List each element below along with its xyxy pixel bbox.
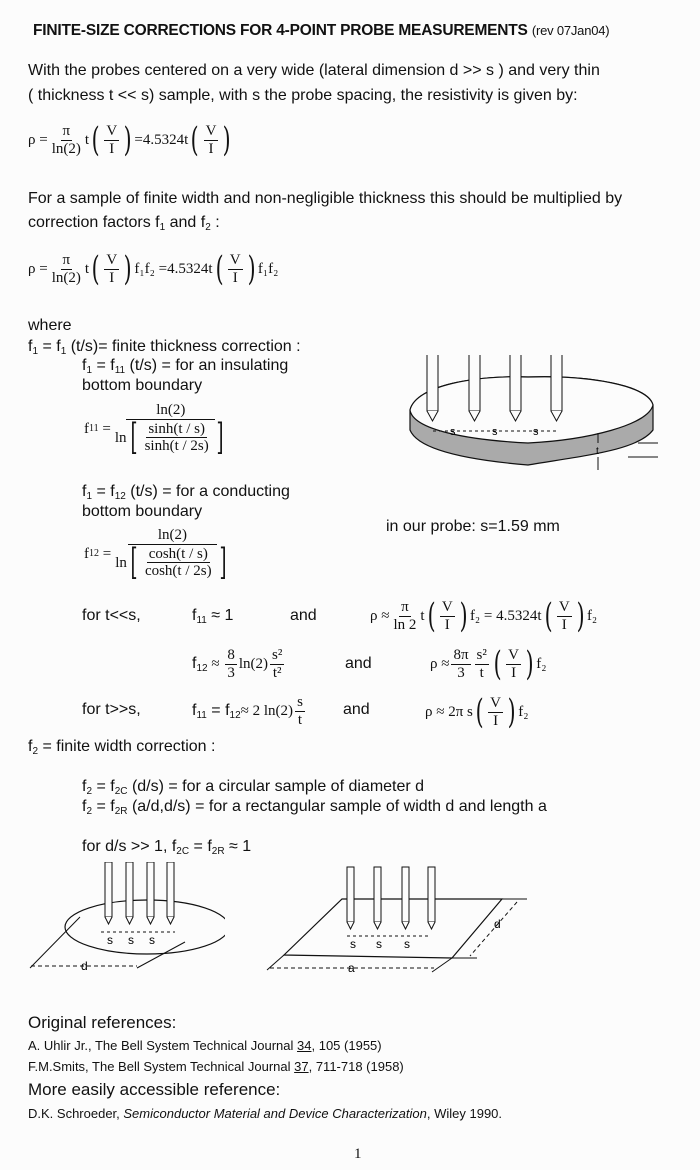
paren-close: ) bbox=[507, 692, 516, 732]
equation-f12: f 12 = ln(2) ln [ $\frac{\cosh(t / s)}{\cosh(t / 2s)}$ ] bbox=[84, 521, 234, 587]
and-label: and bbox=[343, 701, 370, 718]
numerator: π bbox=[62, 123, 71, 139]
t: for d/s >> 1, f bbox=[82, 838, 177, 855]
rho: ρ = bbox=[28, 131, 48, 148]
v-over-i bbox=[204, 123, 219, 157]
spacing-label: s bbox=[107, 933, 113, 947]
sub: 2R bbox=[211, 846, 225, 857]
reference-3 bbox=[28, 1106, 502, 1121]
sub: 1 bbox=[32, 346, 39, 357]
spacing-label: s bbox=[350, 937, 356, 951]
rho: ρ = bbox=[28, 260, 48, 277]
denominator bbox=[113, 416, 229, 458]
where-label: where bbox=[28, 317, 72, 334]
paren-close: ) bbox=[576, 596, 585, 636]
t: (t/s) = for an insulating bbox=[125, 357, 289, 374]
extension-line bbox=[30, 917, 80, 968]
limit-row1-f11 bbox=[192, 607, 233, 625]
denominator: sinh(t / 2s) bbox=[144, 438, 209, 455]
sub: 2 bbox=[86, 806, 93, 817]
v-over-i bbox=[506, 647, 521, 681]
paren-open: ( bbox=[544, 596, 553, 636]
probe-diagram-disc bbox=[398, 355, 658, 495]
spacing-label: s bbox=[492, 426, 498, 438]
approx: ≈ bbox=[240, 702, 249, 719]
numerator: 8π bbox=[453, 647, 469, 663]
t: f bbox=[192, 655, 197, 672]
limit-row1-condition: for t<<s, bbox=[82, 607, 141, 624]
sub: 1 bbox=[60, 346, 67, 357]
numerator: ln(2) bbox=[126, 402, 215, 420]
f2: f₂ bbox=[586, 607, 598, 624]
s-over-t bbox=[295, 694, 305, 728]
numerator: V bbox=[106, 123, 118, 139]
ln: ln bbox=[115, 554, 127, 571]
paren-open: ( bbox=[475, 692, 484, 732]
reference-2 bbox=[28, 1059, 404, 1074]
probe-diagram-rectangular bbox=[262, 862, 532, 977]
approx: ≈ bbox=[211, 655, 220, 672]
limit-row3-rho bbox=[425, 690, 529, 734]
numerator: V bbox=[205, 123, 217, 139]
eq: = bbox=[102, 420, 111, 437]
coefficient: =4.5324t bbox=[158, 260, 213, 277]
paren-close: ) bbox=[223, 120, 232, 160]
numerator: V bbox=[558, 599, 570, 615]
t: (a/d,d/s) = for a rectangular sample of width d and length a bbox=[127, 798, 547, 815]
bracket-open: [ bbox=[130, 416, 138, 458]
t: (t/s) = for a conducting bbox=[125, 483, 290, 500]
circular-sample bbox=[65, 900, 225, 954]
f2: f₂ bbox=[536, 655, 547, 672]
eq: = bbox=[102, 545, 112, 562]
ln: ln bbox=[114, 429, 127, 446]
paren-open: ( bbox=[493, 644, 502, 684]
ln2: ln(2) bbox=[238, 655, 268, 672]
page-number: 1 bbox=[354, 1146, 362, 1162]
t: f bbox=[192, 702, 197, 719]
t: , 711-718 (1958) bbox=[308, 1059, 404, 1074]
probe bbox=[510, 355, 521, 421]
numerator: π bbox=[62, 252, 71, 268]
probe bbox=[551, 355, 562, 421]
f1-definition bbox=[28, 338, 301, 356]
t: f bbox=[192, 607, 197, 624]
sub: 2 bbox=[205, 222, 211, 233]
s2-over-t2 bbox=[270, 647, 284, 681]
reference-1 bbox=[28, 1038, 382, 1053]
sub: 2 bbox=[32, 746, 39, 757]
paren-close: ) bbox=[123, 120, 132, 160]
width-label: d bbox=[494, 917, 501, 931]
numerator: sinh(t / s) bbox=[148, 420, 205, 437]
denominator: I bbox=[109, 140, 115, 157]
title-text: FINITE-SIZE CORRECTIONS FOR 4-POINT PROBE MEASUREMENTS bbox=[33, 22, 528, 39]
denominator: I bbox=[561, 616, 567, 633]
paren-close: ) bbox=[525, 644, 534, 684]
t: = f bbox=[92, 357, 115, 374]
denominator: ln 2 bbox=[393, 616, 417, 633]
f12-definition bbox=[82, 483, 290, 501]
numerator: s² bbox=[271, 647, 283, 663]
revision-label: (rev 07Jan04) bbox=[531, 23, 610, 38]
t: t bbox=[84, 260, 90, 277]
probe bbox=[105, 862, 112, 924]
text: correction factors f bbox=[28, 214, 160, 231]
spacing-label: s bbox=[149, 933, 155, 947]
extension-line bbox=[432, 958, 452, 972]
denominator: ln(2) bbox=[51, 140, 81, 157]
v-over-i bbox=[557, 599, 572, 633]
volume: 34 bbox=[297, 1038, 312, 1053]
spacing-label: s bbox=[404, 937, 410, 951]
probe bbox=[374, 867, 381, 929]
probe bbox=[428, 867, 435, 929]
coefficient: = 4.5324t bbox=[483, 607, 542, 624]
denominator: I bbox=[208, 140, 214, 157]
lhs: f bbox=[84, 545, 89, 562]
spacing-label: s bbox=[376, 937, 382, 951]
text: and f bbox=[165, 214, 206, 231]
paren-close: ) bbox=[459, 596, 468, 636]
numerator: V bbox=[508, 647, 519, 663]
denominator: I bbox=[444, 616, 450, 633]
sub: 2C bbox=[114, 786, 128, 797]
bracket-close: ] bbox=[216, 416, 224, 458]
t: = f bbox=[92, 798, 115, 815]
denominator: t² bbox=[272, 664, 282, 681]
denominator: cosh(t / 2s) bbox=[144, 563, 212, 580]
equation-resistivity-corrected bbox=[28, 247, 278, 291]
numerator: cosh(t / s) bbox=[148, 545, 208, 562]
limit-row3-f bbox=[192, 691, 307, 731]
intro-line-1: With the probes centered on a very wide (lateral dimension d >> s ) and very thin bbox=[28, 62, 600, 79]
denominator: t bbox=[479, 664, 484, 681]
probe bbox=[469, 355, 480, 421]
probe-diagram-circular bbox=[25, 862, 225, 974]
equation-resistivity-thin bbox=[28, 118, 234, 162]
limit-row1-rho bbox=[370, 594, 597, 638]
denominator: 3 bbox=[227, 664, 235, 681]
paren-open: ( bbox=[427, 596, 436, 636]
accessible-reference-heading: More easily accessible reference: bbox=[28, 1080, 281, 1099]
probe bbox=[147, 862, 154, 924]
t: f bbox=[82, 357, 87, 374]
thickness-label: t bbox=[596, 446, 599, 457]
probe bbox=[347, 867, 354, 929]
sub: 1 bbox=[86, 491, 93, 502]
paren-open: ( bbox=[91, 249, 100, 289]
t: = f bbox=[92, 483, 115, 500]
volume: 37 bbox=[294, 1059, 309, 1074]
sub: 11 bbox=[114, 365, 126, 376]
numerator: s² bbox=[476, 647, 487, 663]
rho: ρ ≈ 2π s bbox=[425, 703, 473, 720]
t: (d/s) = for a circular sample of diameter d bbox=[127, 778, 425, 795]
diameter-label: d bbox=[81, 959, 88, 973]
cosh-ratio bbox=[143, 546, 214, 580]
sub: 1 bbox=[159, 222, 166, 233]
limit-row2-f12 bbox=[192, 642, 286, 686]
denominator: I bbox=[511, 664, 517, 681]
bracket-open: [ bbox=[130, 541, 138, 583]
probe bbox=[427, 355, 438, 421]
probe bbox=[126, 862, 133, 924]
numerator: s bbox=[297, 694, 303, 710]
eight-thirds bbox=[225, 647, 237, 681]
f11-definition bbox=[82, 357, 288, 375]
spacing-label: s bbox=[533, 426, 539, 438]
f12-definition-line2: bottom boundary bbox=[82, 503, 203, 520]
length-label: a bbox=[348, 961, 355, 975]
text: : bbox=[210, 214, 220, 231]
f2: f₂ bbox=[518, 703, 529, 720]
denominator: ln(2) bbox=[51, 269, 81, 286]
paren-close: ) bbox=[247, 249, 256, 289]
paren-close: ) bbox=[123, 249, 132, 289]
limit-row3-condition: for t>>s, bbox=[82, 701, 141, 718]
pi-over-ln2 bbox=[50, 252, 83, 286]
sub: 1 bbox=[86, 365, 93, 376]
numerator: V bbox=[441, 599, 453, 615]
s2-over-t bbox=[475, 647, 489, 681]
paren-open: ( bbox=[215, 249, 224, 289]
paren-open: ( bbox=[190, 120, 199, 160]
denominator: I bbox=[109, 269, 115, 286]
sub: 12 bbox=[196, 663, 208, 674]
sub: 12 bbox=[229, 710, 241, 721]
t: = f bbox=[92, 778, 115, 795]
v-over-i bbox=[440, 599, 455, 633]
v-over-i bbox=[104, 123, 119, 157]
sub: 11 bbox=[196, 615, 207, 626]
t: , Wiley 1990. bbox=[426, 1106, 503, 1121]
references-heading: Original references: bbox=[28, 1013, 177, 1032]
eightpi-over-3 bbox=[451, 647, 470, 681]
t: A. Uhlir Jr., The Bell System Technical Journal bbox=[28, 1038, 298, 1053]
sub: 2 bbox=[86, 786, 93, 797]
f1f2: f₁f₂ bbox=[134, 260, 155, 277]
numerator: V bbox=[229, 252, 241, 268]
t: ≈ 1 bbox=[206, 607, 234, 624]
denominator bbox=[113, 541, 231, 583]
f1f2: f₁f₂ bbox=[257, 260, 279, 277]
sub: 2C bbox=[176, 846, 190, 857]
and-label: and bbox=[345, 655, 372, 672]
page-title bbox=[33, 22, 609, 40]
denominator: 3 bbox=[457, 664, 465, 681]
sinh-ratio bbox=[143, 421, 211, 455]
f2-definition bbox=[28, 738, 215, 756]
para2-line-1: For a sample of finite width and non-negligible thickness this should be multiplied by bbox=[28, 190, 623, 207]
t: ≈ 1 bbox=[224, 838, 252, 855]
t: F.M.Smits, The Bell System Technical Journal bbox=[28, 1059, 295, 1074]
t: f bbox=[28, 338, 33, 355]
t: = finite width correction : bbox=[38, 738, 216, 755]
numerator: π bbox=[401, 599, 409, 615]
probe bbox=[402, 867, 409, 929]
denominator: I bbox=[232, 269, 238, 286]
sub: 12 bbox=[114, 491, 126, 502]
t: f bbox=[82, 483, 87, 500]
rectangular-sample bbox=[284, 899, 502, 958]
probe bbox=[167, 862, 174, 924]
numerator: ln(2) bbox=[128, 527, 217, 545]
f2: f₂ bbox=[469, 607, 481, 624]
t: = f bbox=[206, 702, 230, 719]
numerator: V bbox=[490, 695, 501, 711]
f2r-definition bbox=[82, 798, 547, 816]
probe-spacing-note: in our probe: s=1.59 mm bbox=[386, 518, 560, 535]
intro-line-2: ( thickness t << s) sample, with s the probe spacing, the resistivity is given by: bbox=[28, 87, 578, 104]
sub: 11 bbox=[196, 710, 207, 721]
t: (t/s)= finite thickness correction : bbox=[66, 338, 301, 355]
t: = f bbox=[189, 838, 212, 855]
t: t bbox=[420, 607, 425, 624]
pi-over-ln2 bbox=[391, 599, 418, 633]
limit-row2-rho bbox=[430, 642, 547, 686]
t: f bbox=[28, 738, 33, 755]
denominator: t bbox=[297, 711, 303, 728]
pi-over-ln2 bbox=[50, 123, 83, 157]
spacing-label: s bbox=[450, 426, 456, 438]
bracket-close: ] bbox=[219, 541, 227, 583]
rho: ρ ≈ bbox=[430, 655, 450, 672]
and-label: and bbox=[290, 607, 317, 624]
numerator: 8 bbox=[227, 647, 235, 663]
lhs: f bbox=[84, 420, 89, 437]
equation-f11: f 11 = ln(2) ln [ $\frac{\sinh(t / s)}{\sinh(t / 2s)}$ ] bbox=[84, 396, 231, 462]
v-over-i bbox=[104, 252, 119, 286]
numerator: V bbox=[106, 252, 118, 268]
large-d-limit bbox=[82, 838, 251, 856]
rho: ρ ≈ bbox=[370, 607, 390, 624]
f11-definition-line2: bottom boundary bbox=[82, 377, 203, 394]
sub: 2R bbox=[114, 806, 128, 817]
extension-line bbox=[267, 955, 284, 970]
paren-open: ( bbox=[91, 120, 100, 160]
two-ln2: 2 ln(2) bbox=[252, 702, 294, 719]
v-over-i bbox=[228, 252, 243, 286]
t: , 105 (1955) bbox=[311, 1038, 382, 1053]
denominator: I bbox=[493, 712, 499, 729]
t: D.K. Schroeder, bbox=[28, 1106, 124, 1121]
spacing-label: s bbox=[128, 933, 134, 947]
book-title: Semiconductor Material and Device Characterization bbox=[123, 1106, 427, 1121]
t: f bbox=[82, 778, 87, 795]
ln2-over-ln-ratio bbox=[113, 402, 229, 456]
coefficient: =4.5324t bbox=[134, 131, 189, 148]
para2-line-2 bbox=[28, 214, 220, 232]
t: f bbox=[82, 798, 87, 815]
f2c-definition bbox=[82, 778, 424, 796]
v-over-i bbox=[488, 695, 503, 729]
ln2-over-ln-ratio bbox=[113, 527, 231, 581]
t: t bbox=[84, 131, 90, 148]
t: = f bbox=[38, 338, 61, 355]
